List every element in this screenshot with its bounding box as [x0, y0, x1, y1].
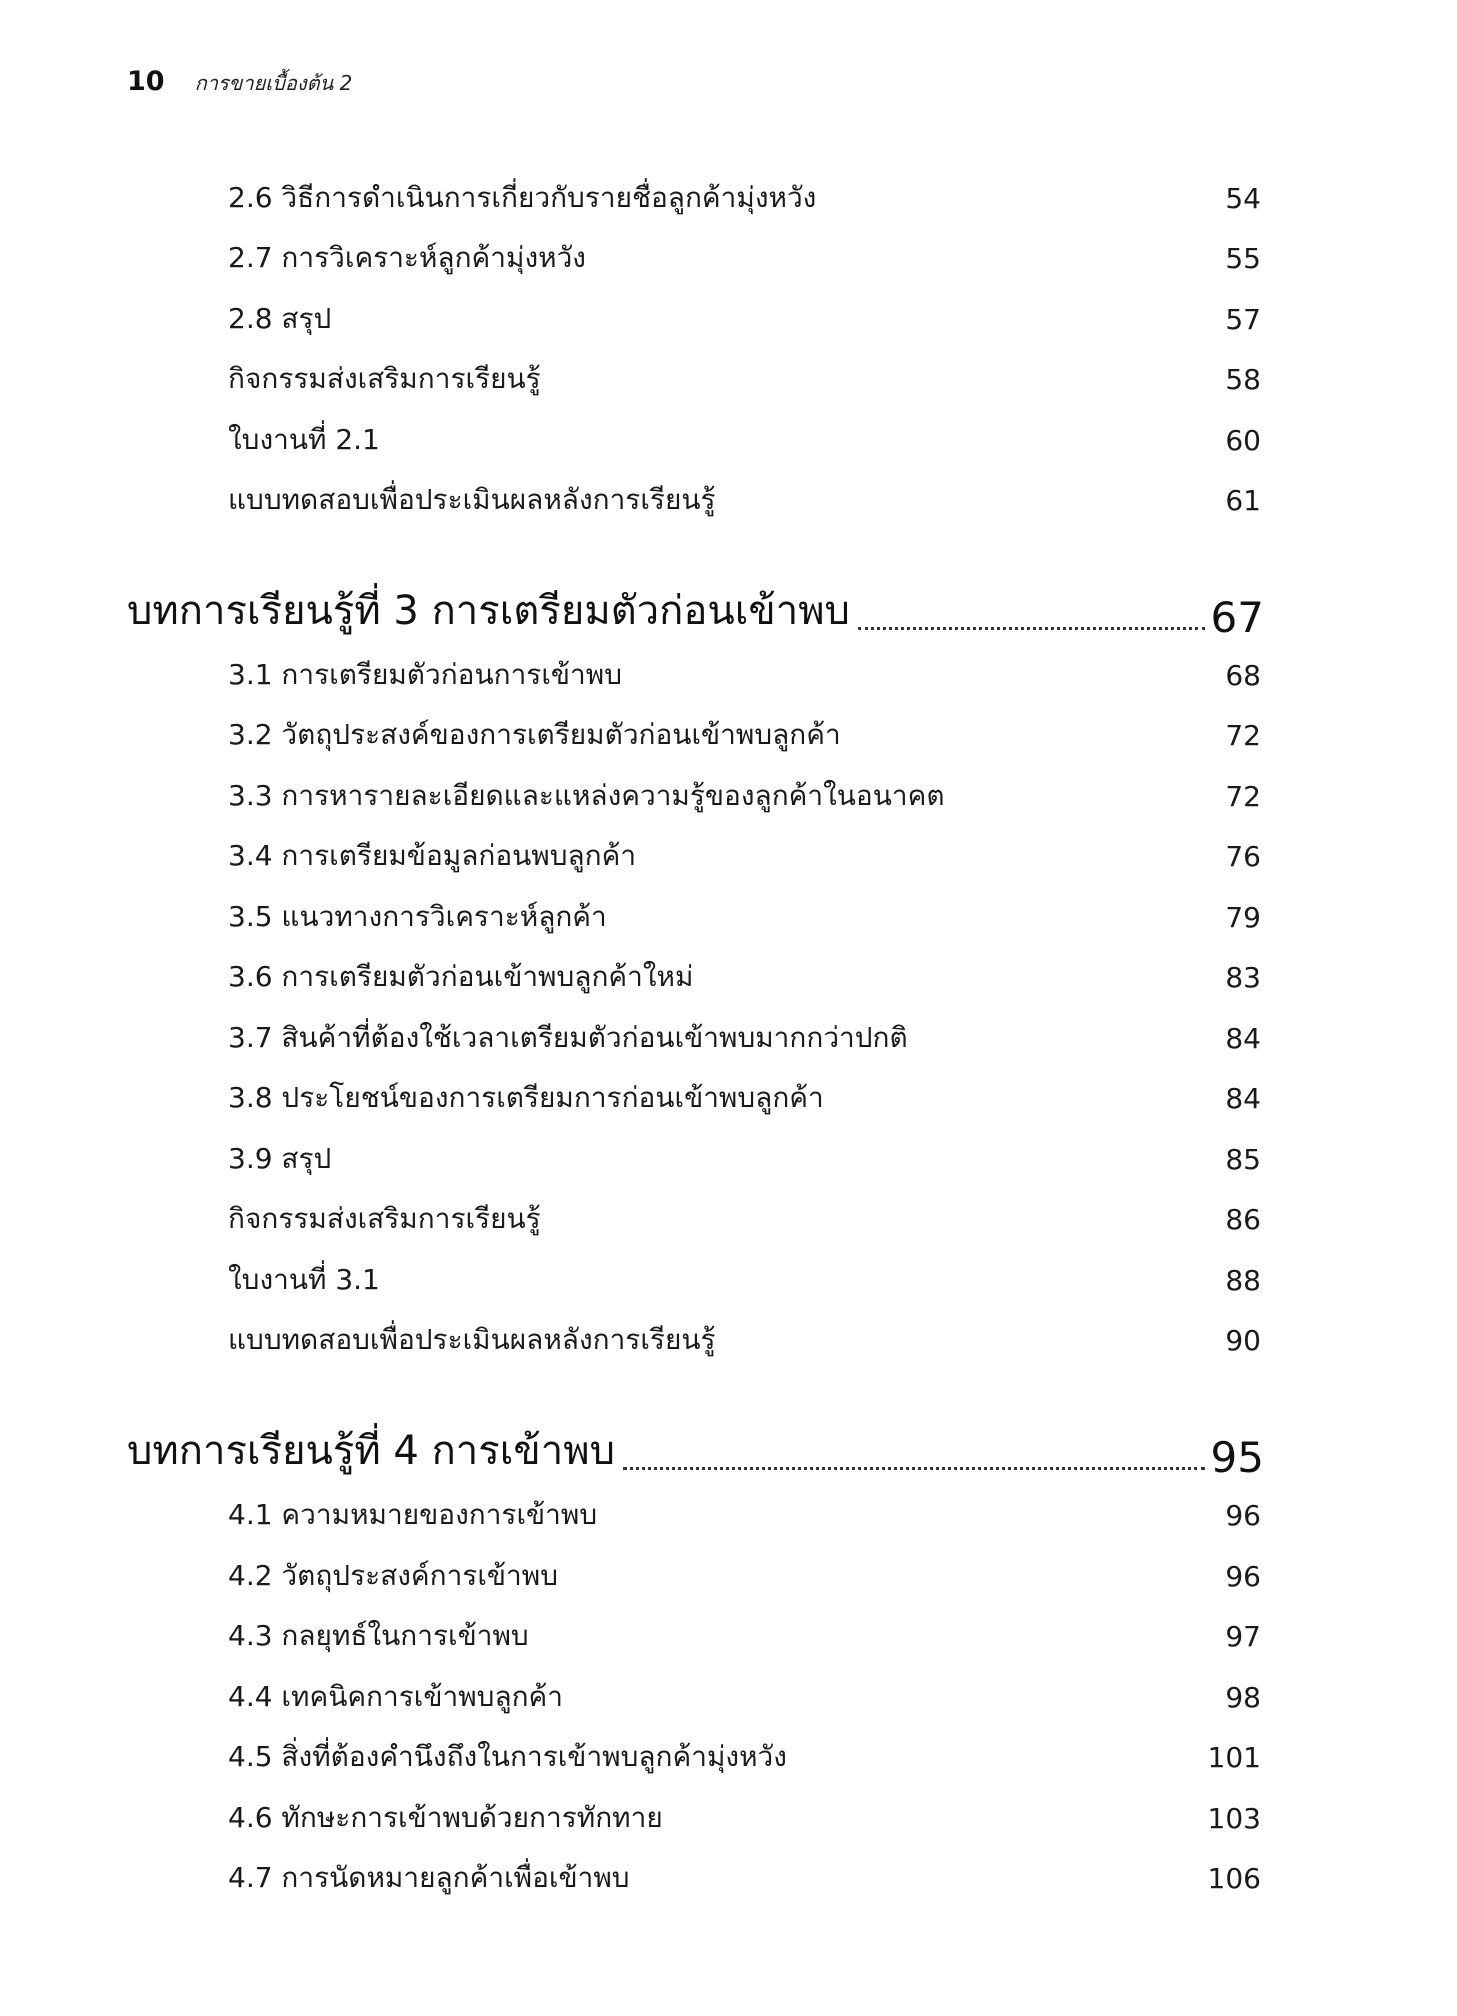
toc-entry-page: 76	[1225, 839, 1261, 873]
toc-entry-label: 3.6 การเตรียมตัวก่อนเข้าพบลูกค้าใหม่	[228, 960, 694, 993]
toc-entry	[228, 711, 1261, 759]
toc-entry	[228, 1612, 1261, 1660]
toc-entry-page: 72	[1225, 718, 1261, 752]
toc-entry-label: 2.8 สรุป	[228, 302, 332, 335]
toc-entry	[228, 832, 1261, 880]
toc-entry-label: ใบงานที่ 3.1	[228, 1263, 380, 1296]
chapter-heading	[127, 1424, 1264, 1482]
chapter-page: 67	[1210, 593, 1264, 642]
toc-entry	[228, 1673, 1261, 1721]
toc-entry-page: 60	[1225, 423, 1261, 457]
toc-entry	[228, 1256, 1261, 1304]
toc-entry-label: 3.2 วัตถุประสงค์ของการเตรียมตัวก่อนเข้าพบลูกค้า	[228, 718, 841, 751]
toc-entry-label: 3.9 สรุป	[228, 1142, 332, 1175]
toc-entry-page: 57	[1225, 302, 1261, 336]
toc-entry	[228, 1316, 1261, 1364]
toc-entry	[228, 295, 1261, 343]
chapter-title: บทการเรียนรู้ที่ 3 การเตรียมตัวก่อนเข้าพบ	[127, 588, 850, 634]
toc-entry	[228, 234, 1261, 282]
toc-entry-label: แบบทดสอบเพื่อประเมินผลหลังการเรียนรู้	[228, 483, 716, 516]
toc-entry-page: 61	[1225, 483, 1261, 517]
dot-leader	[623, 1467, 1205, 1470]
toc-entry	[228, 1491, 1261, 1539]
toc-entry	[228, 651, 1261, 699]
toc-entry-page: 101	[1207, 1740, 1261, 1774]
toc-entry-page: 90	[1225, 1323, 1261, 1357]
toc-entry-label: 3.5 แนวทางการวิเคราะห์ลูกค้า	[228, 900, 607, 933]
toc-entry-page: 83	[1225, 960, 1261, 994]
toc-entry-page: 88	[1225, 1263, 1261, 1297]
toc-entry-page: 58	[1225, 362, 1261, 396]
toc-entry	[228, 893, 1261, 941]
toc-entry-label: ใบงานที่ 2.1	[228, 423, 380, 456]
toc-entry	[228, 1794, 1261, 1842]
toc-entry-label: กิจกรรมส่งเสริมการเรียนรู้	[228, 362, 541, 395]
toc-entry-label: 4.4 เทคนิคการเข้าพบลูกค้า	[228, 1680, 564, 1713]
toc-entry-label: 4.6 ทักษะการเข้าพบด้วยการทักทาย	[228, 1801, 663, 1834]
toc-entry-label: 3.8 ประโยชน์ของการเตรียมการก่อนเข้าพบลูกค้า	[228, 1081, 824, 1114]
toc-entry-page: 54	[1225, 181, 1261, 215]
toc-entry-page: 98	[1225, 1680, 1261, 1714]
toc-entry	[228, 1854, 1261, 1902]
toc-entry-page: 84	[1225, 1021, 1261, 1055]
toc-entry-label: 4.3 กลยุทธ์ในการเข้าพบ	[228, 1619, 529, 1652]
page-header	[127, 66, 352, 99]
chapter-heading	[127, 584, 1264, 642]
toc-entry-label: 3.7 สินค้าที่ต้องใช้เวลาเตรียมตัวก่อนเข้าพบมากกว่าปกติ	[228, 1021, 908, 1054]
toc-entry-label: กิจกรรมส่งเสริมการเรียนรู้	[228, 1202, 541, 1235]
toc-entry-page: 96	[1225, 1559, 1261, 1593]
toc-entry-label: 2.6 วิธีการดำเนินการเกี่ยวกับรายชื่อลูกค้ามุ่งหวัง	[228, 181, 817, 214]
toc-entry-label: 3.1 การเตรียมตัวก่อนการเข้าพบ	[228, 658, 622, 691]
running-title: การขายเบื้องต้น 2	[194, 71, 353, 95]
toc-entry-page: 68	[1225, 658, 1261, 692]
toc-entry-label: 4.7 การนัดหมายลูกค้าเพื่อเข้าพบ	[228, 1861, 630, 1894]
toc-entry-label: 4.5 สิ่งที่ต้องคำนึงถึงในการเข้าพบลูกค้ามุ่งหวัง	[228, 1740, 787, 1773]
toc-entry	[228, 953, 1261, 1001]
toc-entry-page: 106	[1207, 1861, 1261, 1895]
toc-entry	[228, 1195, 1261, 1243]
toc-entry-page: 55	[1225, 241, 1261, 275]
chapter-page: 95	[1210, 1433, 1264, 1482]
toc-entry-label: 4.1 ความหมายของการเข้าพบ	[228, 1498, 598, 1531]
toc-entry	[228, 1074, 1261, 1122]
toc-entry	[228, 355, 1261, 403]
toc-entry-page: 103	[1207, 1801, 1261, 1835]
toc-entry-page: 97	[1225, 1619, 1261, 1653]
toc-entry	[228, 1014, 1261, 1062]
toc-entry	[228, 416, 1261, 464]
toc-entry	[228, 1135, 1261, 1183]
toc-entry	[228, 174, 1261, 222]
toc-entry	[228, 476, 1261, 524]
toc-entry-label: 3.4 การเตรียมข้อมูลก่อนพบลูกค้า	[228, 839, 637, 872]
toc-entry-page: 85	[1225, 1142, 1261, 1176]
page-number: 10	[127, 66, 165, 97]
toc-entry	[228, 1733, 1261, 1781]
chapter-title: บทการเรียนรู้ที่ 4 การเข้าพบ	[127, 1428, 615, 1474]
toc-entry	[228, 1552, 1261, 1600]
toc-entry-label: 4.2 วัตถุประสงค์การเข้าพบ	[228, 1559, 559, 1592]
dot-leader	[858, 627, 1205, 630]
toc-entry-page: 79	[1225, 900, 1261, 934]
toc-entry-label: 2.7 การวิเคราะห์ลูกค้ามุ่งหวัง	[228, 241, 586, 274]
toc-entry-page: 96	[1225, 1498, 1261, 1532]
toc-entry-page: 84	[1225, 1081, 1261, 1115]
toc-entry-page: 86	[1225, 1202, 1261, 1236]
toc-entry-label: 3.3 การหารายละเอียดและแหล่งความรู้ของลูกค้าในอนาคต	[228, 779, 945, 812]
toc-entry-label: แบบทดสอบเพื่อประเมินผลหลังการเรียนรู้	[228, 1323, 716, 1356]
toc-entry	[228, 772, 1261, 820]
toc-entry-page: 72	[1225, 779, 1261, 813]
